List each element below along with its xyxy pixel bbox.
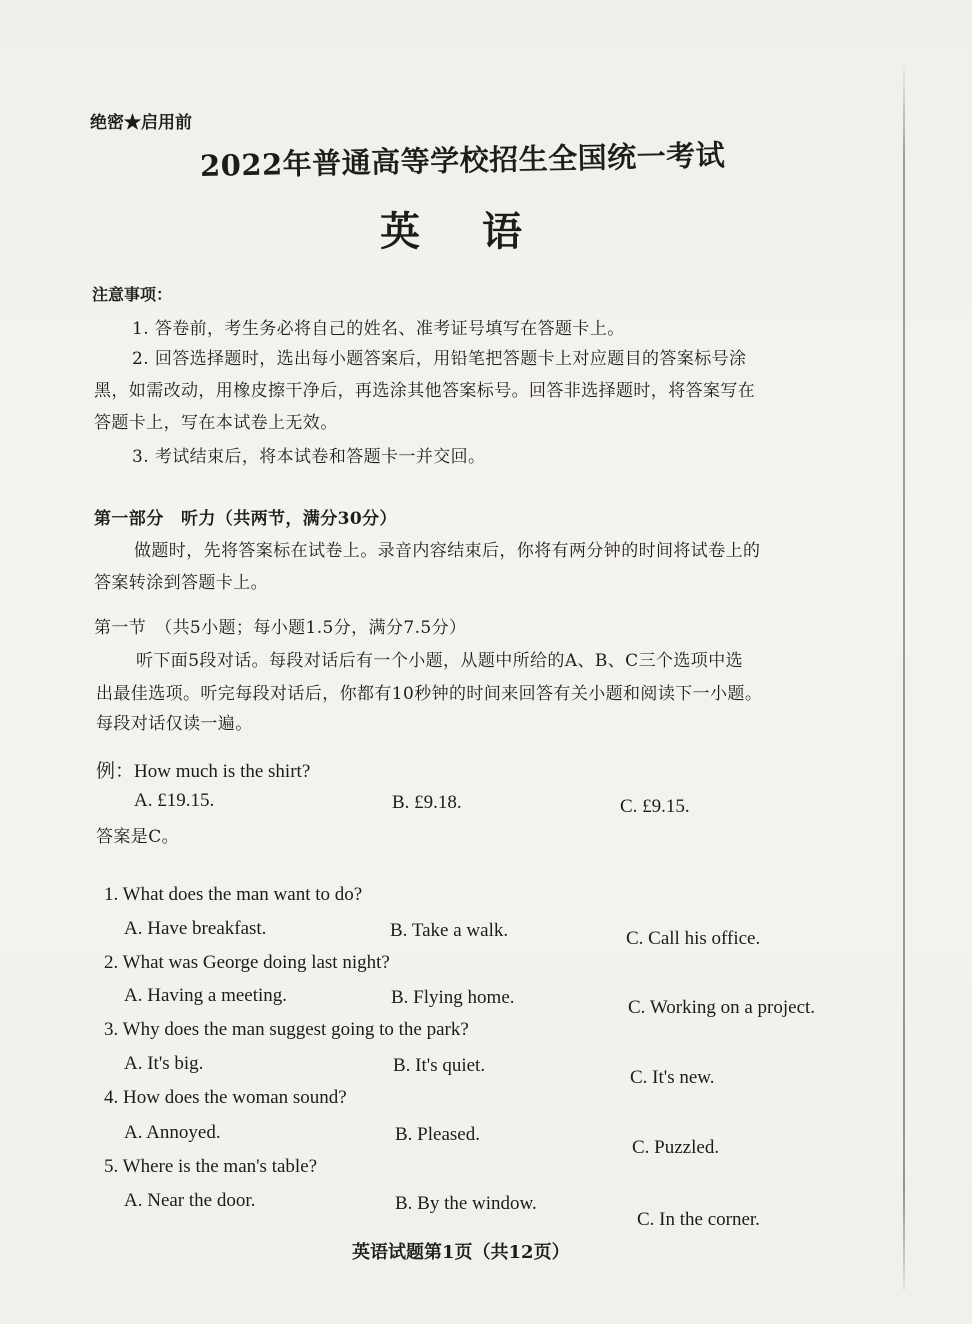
section1-desc-line-3: 每段对话仅读一遍。 [96,714,253,734]
question-1-option-b: B. Take a walk. [390,920,509,941]
exam-title: 2022年普通高等学校招生全国统一考试 [199,138,726,183]
question-1: 1. What does the man want to do? [104,884,363,905]
section1-heading: 第一节 （共5小题；每小题1.5分，满分7.5分） [94,618,467,638]
page-fold-line [903,60,905,1290]
question-5-option-b: B. By the window. [395,1193,537,1214]
example-option-a: A. £19.15. [134,790,215,811]
question-5-option-a: A. Near the door. [124,1190,256,1211]
notice-item-2-line-2: 黑，如需改动，用橡皮擦干净后，再选涂其他答案标号。回答非选择题时，将答案写在 [94,381,756,401]
question-4-option-a: A. Annoyed. [124,1122,221,1143]
question-5-option-c: C. In the corner. [637,1209,760,1230]
section1-desc-line-2: 出最佳选项。听完每段对话后，你都有10秒钟的时间来回答有关小题和阅读下一小题。 [96,684,763,704]
question-2-option-b: B. Flying home. [391,987,515,1008]
part1-desc-line-1: 做题时，先将答案标在试卷上。录音内容结束后，你将有两分钟的时间将试卷上的 [134,541,761,561]
question-1-option-c: C. Call his office. [626,928,761,949]
confidential-mark: 绝密★启用前 [90,113,192,133]
question-1-option-a: A. Have breakfast. [124,918,267,939]
question-3-option-a: A. It's big. [124,1053,204,1074]
part1-desc-line-2: 答案转涂到答题卡上。 [94,573,268,593]
example-answer: 答案是C。 [96,827,180,847]
subject-title: 英语 [380,208,584,255]
example-question: 例：How much is the shirt? [96,761,311,782]
question-3-option-c: C. It's new. [630,1067,715,1088]
example-option-c: C. £9.15. [620,796,690,817]
question-3: 3. Why does the man suggest going to the park? [104,1019,469,1040]
question-2-option-a: A. Having a meeting. [124,985,288,1006]
question-2-option-c: C. Working on a project. [628,997,816,1018]
part1-heading: 第一部分 听力（共两节，满分30分） [94,509,397,529]
question-4: 4. How does the woman sound? [104,1087,347,1108]
notice-item-3: 3. 考试结束后，将本试卷和答题卡一并交回。 [132,447,486,467]
notice-heading: 注意事项： [92,285,173,304]
question-2: 2. What was George doing last night? [104,952,390,973]
notice-item-2-line-3: 答题卡上，写在本试卷上无效。 [94,413,338,433]
question-3-option-b: B. It's quiet. [393,1055,486,1076]
question-5: 5. Where is the man's table? [104,1156,318,1177]
notice-item-2-line-1: 2. 回答选择题时，选出每小题答案后，用铅笔把答题卡上对应题目的答案标号涂 [132,349,747,369]
section1-desc-line-1: 听下面5段对话。每段对话后有一个小题，从题中所给的A、B、C三个选项中选 [136,651,743,671]
example-option-b: B. £9.18. [392,792,462,813]
page-footer: 英语试题第1页（共12页） [352,1242,570,1263]
notice-item-1: 1. 答卷前，考生务必将自己的姓名、准考证号填写在答题卡上。 [132,319,625,339]
question-4-option-b: B. Pleased. [395,1124,480,1145]
question-4-option-c: C. Puzzled. [632,1137,720,1158]
